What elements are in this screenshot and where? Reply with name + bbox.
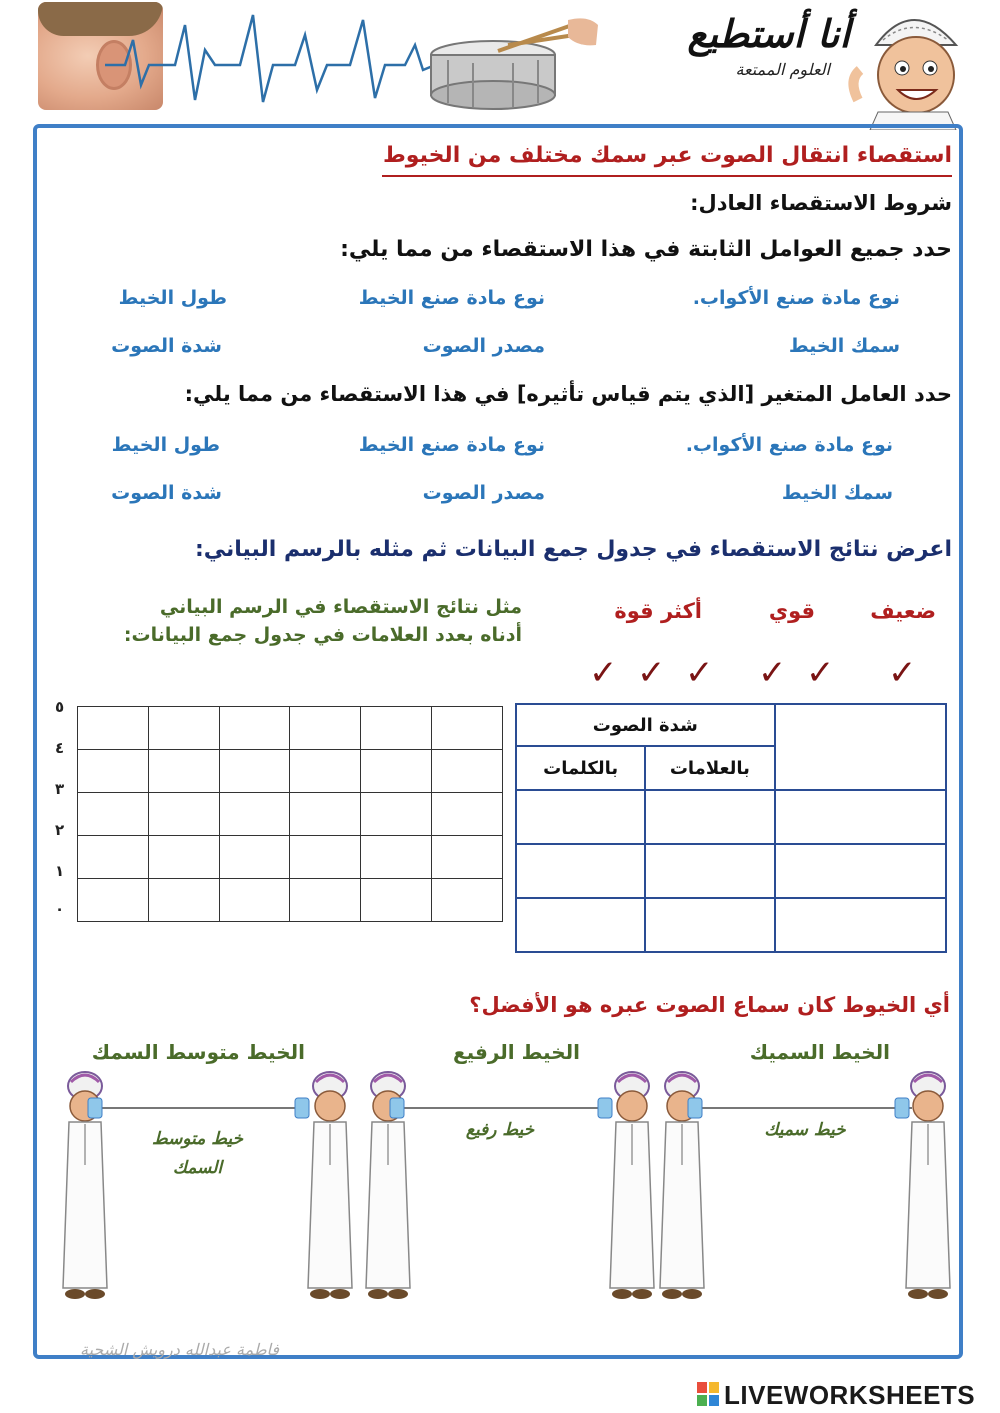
thread-label-thick: خيط سميك xyxy=(764,1120,846,1140)
constant-option[interactable]: طول الخيط xyxy=(118,287,227,309)
graph-instruction: مثل نتائج الاستقصاء في الرسم البياني أدناه بعدد العلامات في جدول جمع البيانات: xyxy=(123,596,522,646)
constant-option[interactable]: سمك الخيط xyxy=(788,335,900,357)
bar-graph-grid[interactable] xyxy=(77,706,503,922)
check-mark[interactable]: ✓ xyxy=(758,653,787,693)
boy-mascot-icon xyxy=(838,0,988,130)
thread-column-header xyxy=(775,704,946,790)
variable-option[interactable]: مصدر الصوت xyxy=(422,482,545,504)
variable-option[interactable]: نوع مادة صنع الخيط xyxy=(358,434,545,456)
sound-intensity-header: شدة الصوت xyxy=(516,704,775,746)
by-marks-header: بالعلامات xyxy=(645,746,774,790)
logo-title: أنا أستطيع xyxy=(687,12,850,56)
y-axis-label: ١ xyxy=(55,862,65,880)
liveworksheets-logo-icon xyxy=(697,1382,719,1406)
by-words-header: بالكلمات xyxy=(516,746,645,790)
y-axis-label: ٢ xyxy=(55,821,65,839)
check-mark[interactable]: ✓ xyxy=(589,653,618,693)
table-cell[interactable] xyxy=(775,790,946,844)
check-mark[interactable]: ✓ xyxy=(685,653,714,693)
logo-title-block xyxy=(600,14,850,79)
y-axis-label: ٠ xyxy=(55,900,65,918)
check-mark[interactable]: ✓ xyxy=(888,653,917,693)
table-cell[interactable] xyxy=(516,898,645,952)
variable-option[interactable]: شدة الصوت xyxy=(111,482,222,504)
table-cell[interactable] xyxy=(775,898,946,952)
variable-question: حدد العامل المتغير [الذي يتم قياس تأثيره] في هذا الاستقصاء من مما يلي: xyxy=(184,382,952,406)
thread-title-thin[interactable]: الخيط الرفيع xyxy=(452,1040,580,1064)
drum-icon xyxy=(428,15,598,111)
table-cell[interactable] xyxy=(516,790,645,844)
worksheet-title: استقصاء انتقال الصوت عبر سمك مختلف من الخيوط xyxy=(382,143,952,168)
title-underline xyxy=(382,175,952,177)
liveworksheets-brand[interactable]: LIVEWORKSHEETS xyxy=(724,1380,976,1410)
thread-label-thin: خيط رفيع xyxy=(465,1120,535,1140)
author-credit: فاطمة عبدالله درويش الشحية xyxy=(80,1340,280,1359)
y-axis-label: ٤ xyxy=(55,739,65,757)
thread-label-medium: خيط متوسط السمك xyxy=(151,1129,244,1178)
constants-question: حدد جميع العوامل الثابتة في هذا الاستقصاء من مما يلي: xyxy=(340,237,952,262)
best-thread-question: أي الخيوط كان سماع الصوت عبره هو الأفضل؟ xyxy=(469,993,950,1017)
level-strong-label: قوي xyxy=(768,599,815,623)
check-mark[interactable]: ✓ xyxy=(637,653,666,693)
variable-option[interactable]: نوع مادة صنع الأكواب. xyxy=(685,434,893,456)
table-cell[interactable] xyxy=(645,898,774,952)
y-axis-label: ٣ xyxy=(55,780,65,798)
table-cell[interactable] xyxy=(516,844,645,898)
thread-title-medium[interactable]: الخيط متوسط السمك xyxy=(91,1040,305,1064)
constant-option[interactable]: نوع مادة صنع الأكواب. xyxy=(692,287,900,309)
conditions-label: شروط الاستقصاء العادل: xyxy=(690,191,952,215)
variable-option[interactable]: سمك الخيط xyxy=(781,482,893,504)
thread-title-thick[interactable]: الخيط السميك xyxy=(749,1040,890,1064)
variable-option[interactable]: طول الخيط xyxy=(111,434,220,456)
sound-wave-icon xyxy=(105,10,435,105)
table-cell[interactable] xyxy=(645,790,774,844)
constant-option[interactable]: مصدر الصوت xyxy=(422,335,545,357)
table-cell[interactable] xyxy=(645,844,774,898)
constant-option[interactable]: نوع مادة صنع الخيط xyxy=(358,287,545,309)
y-axis-label: ٥ xyxy=(55,698,65,716)
data-collection-table xyxy=(515,703,947,953)
results-question: اعرض نتائج الاستقصاء في جدول جمع البيانات ثم مثله بالرسم البياني: xyxy=(194,537,952,562)
level-strongest-label: أكثر قوة xyxy=(614,599,702,623)
constant-option[interactable]: شدة الصوت xyxy=(111,335,222,357)
worksheet-header xyxy=(0,0,1000,125)
level-weak-label: ضعيف xyxy=(870,599,936,623)
table-cell[interactable] xyxy=(775,844,946,898)
check-mark[interactable]: ✓ xyxy=(806,653,835,693)
can-telephone-illustration xyxy=(40,1070,960,1305)
logo-subtitle: العلوم الممتعة xyxy=(735,59,830,79)
